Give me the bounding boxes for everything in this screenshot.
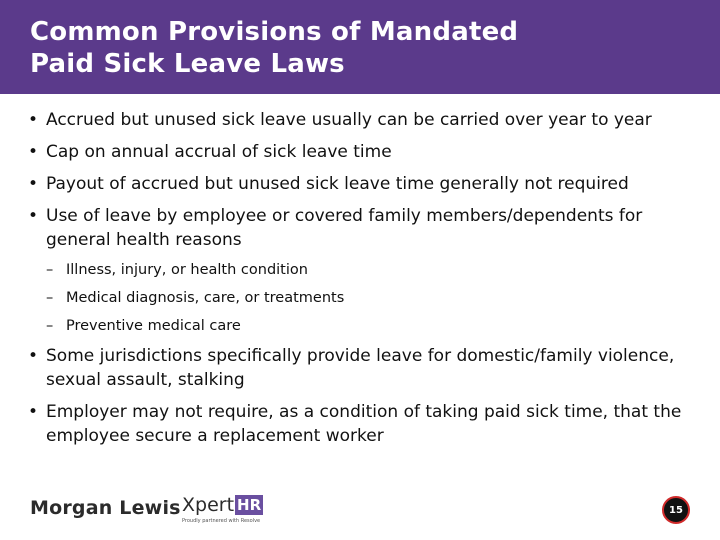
page-number-badge: 15: [662, 496, 690, 524]
sub-bullet-text: Illness, injury, or health condition: [66, 262, 308, 278]
bullet-text: Payout of accrued but unused sick leave time generally not required: [46, 174, 629, 194]
sub-bullet-dash: –: [46, 290, 54, 306]
bullet-dot: •: [28, 174, 39, 194]
bullet-item: [28, 400, 700, 448]
sub-bullet-text: Preventive medical care: [66, 318, 241, 334]
bullet-item: [28, 172, 700, 196]
xperthr-tagline: Proudly partnered with Resolve: [182, 518, 261, 524]
sub-bullet-dash: –: [46, 262, 54, 278]
sub-bullet-item: [46, 260, 700, 280]
xperthr-hr-text: HR: [237, 496, 262, 514]
slide-title-line-1: Common Provisions of Mandated: [30, 17, 519, 47]
xperthr-logo: [182, 494, 263, 530]
bullet-item: [28, 108, 700, 132]
xperthr-wordmark: [182, 494, 263, 516]
morgan-lewis-logo: Morgan Lewis: [30, 497, 181, 519]
sub-bullet-item: [46, 316, 700, 336]
bullet-dot: •: [28, 142, 39, 162]
bullet-dot: •: [28, 206, 39, 226]
bullet-dot: •: [28, 346, 39, 366]
slide-title: [30, 16, 518, 80]
bullet-dot: •: [28, 402, 39, 422]
sub-bullet-text: Medical diagnosis, care, or treatments: [66, 290, 345, 306]
title-banner: [0, 0, 720, 94]
sub-bullet-item: [46, 288, 700, 308]
bullet-text: Some jurisdictions specifically provide leave for domestic/family violence, sexual assault, stalking: [46, 346, 675, 390]
bullet-text: Cap on annual accrual of sick leave time: [46, 142, 392, 162]
bullet-text: Use of leave by employee or covered family members/dependents for general health reasons: [46, 206, 643, 250]
slide-title-line-2: Paid Sick Leave Laws: [30, 49, 345, 79]
sub-bullet-list: [46, 260, 700, 336]
bullet-text: Accrued but unused sick leave usually can be carried over year to year: [46, 110, 652, 130]
bullet-dot: •: [28, 110, 39, 130]
sub-bullet-dash: –: [46, 318, 54, 334]
bullet-text: Employer may not require, as a condition of taking paid sick time, that the employee secure a replacement worker: [46, 402, 682, 446]
bullet-item: [28, 204, 700, 252]
bullet-list: [28, 108, 700, 456]
xperthr-xpert-text: Xpert: [182, 494, 235, 516]
bullet-item: [28, 344, 700, 392]
bullet-item: [28, 140, 700, 164]
